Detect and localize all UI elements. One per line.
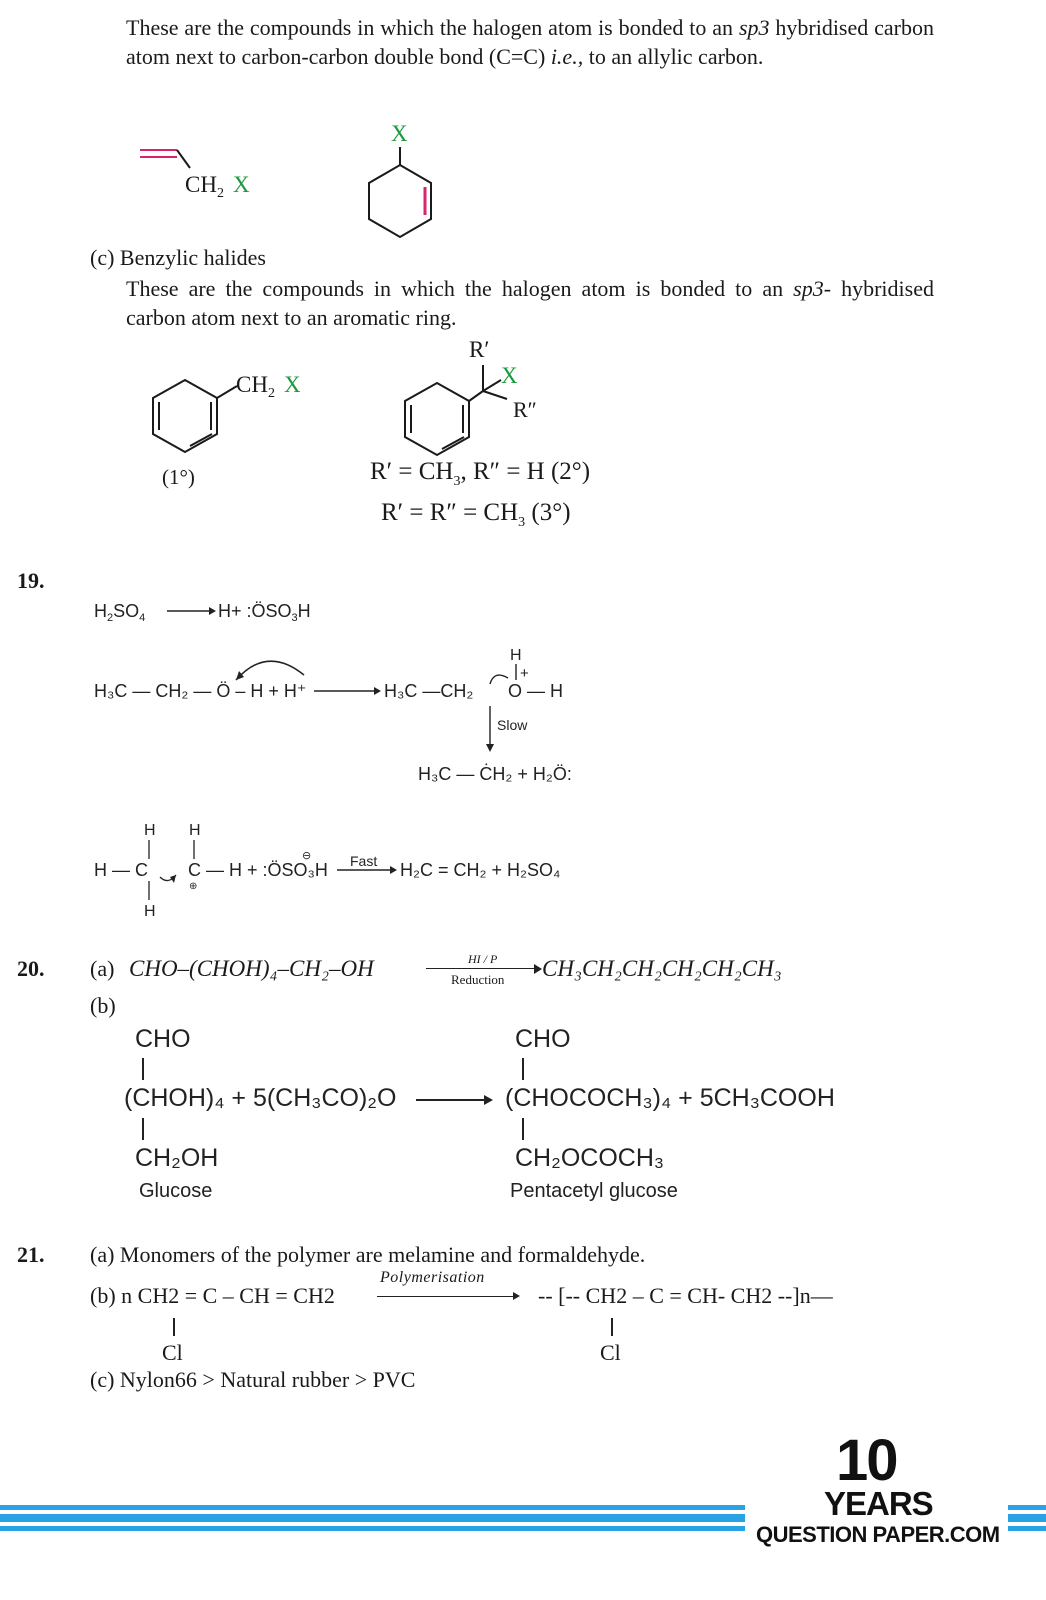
bisulfate-products: $H+ :ÖSO_3H$: [218, 601, 311, 624]
aromatic-bond-line: [190, 434, 212, 446]
h2so4-label: $H_2SO_4$: [94, 601, 146, 624]
glucose-reactants: (CHOH)₄ + 5(CH₃CO)₂O: [124, 1084, 397, 1112]
cyclohexene-ring: [369, 165, 431, 237]
logo-years: YEARS: [824, 1485, 933, 1522]
arrow-head: [513, 1292, 520, 1300]
benzene-ring: [405, 383, 469, 455]
ch2-label: $CH_2$: [236, 372, 275, 401]
ethene-products: H₂C = CH₂ + H₂SO₄: [400, 860, 561, 880]
q20-part-a-label: (a): [90, 956, 115, 981]
electron-arrow: [490, 675, 508, 684]
q20-acetylation-equation: [124, 1022, 884, 1212]
single-bond-line: [469, 391, 483, 401]
halogen-x-label: X: [501, 363, 518, 388]
reaction-arrow: [377, 1296, 515, 1297]
footer-stripe-right: [1008, 1505, 1046, 1510]
glucose-name: Glucose: [139, 1180, 213, 1202]
footer-stripe: [0, 1505, 745, 1510]
bond-line: [173, 1318, 175, 1336]
q19-elimination-equation: [92, 815, 592, 925]
glucose-open-chain: CHO–(CHOH)₄–CH₂–OH: [129, 956, 374, 981]
oxonium-oh: O — H: [508, 681, 564, 701]
electron-arrow: [236, 661, 304, 680]
q19-ionization-equation: [92, 595, 352, 627]
arrow-head: [534, 964, 542, 974]
ethyl-carbon: H — C: [94, 860, 148, 880]
ethanol-plus-proton: H₃C — CH₂ — Ö – H + H⁺: [94, 681, 307, 701]
cyclohexenyl-halide-structure: [355, 115, 455, 245]
arrow-head: [374, 687, 381, 695]
polymerisation-label: Polymerisation: [380, 1269, 485, 1286]
allyl-halide-structure: [135, 140, 275, 210]
allylic-description: These are the compounds in which the halogen atom is bonded to an sp3 hybridised carbon atom next to carbon-carbon double bond (C=C) i.e., to an allylic carbon.: [126, 15, 935, 69]
bond-line: [611, 1318, 613, 1336]
reduction-label: Reduction: [451, 972, 505, 987]
halogen-x-label: X: [233, 172, 250, 197]
footer-stripe-right: [1008, 1526, 1046, 1531]
cho-group: CHO: [135, 1025, 191, 1053]
benzylic-description: These are the compounds in which the halogen atom is bonded to an sp3- hybridised carbon atom next to an aromatic ring.: [126, 276, 934, 330]
pentaacetate-products: (CHOCOCH₃)₄ + 5CH₃COOH: [505, 1084, 835, 1112]
reaction-arrow: [426, 968, 536, 969]
logo-site: QUESTION PAPER.COM: [756, 1522, 1000, 1547]
fast-label: Fast: [350, 853, 378, 869]
hexane-product: CH₃CH₂CH₂CH₂CH₂CH₃: [542, 956, 782, 981]
question-20-number: 20.: [17, 956, 45, 981]
hydrogen-label: H: [144, 903, 156, 920]
chlorine-label: Cl: [162, 1340, 183, 1365]
bond-line: [142, 1058, 144, 1080]
proton-h-label: H: [510, 647, 522, 664]
substituted-benzyl-halide-structure: [395, 335, 575, 460]
oxonium-ion: H₃C —CH₂: [384, 681, 474, 701]
q21-part-b-reactant: (b) n CH2 = C – CH = CH2: [90, 1283, 335, 1308]
bond-line: [142, 1118, 144, 1140]
question-19-number: 19.: [17, 568, 45, 593]
single-bond-line: [217, 386, 237, 398]
benzene-ring: [153, 380, 217, 452]
q21-part-c: (c) Nylon66 > Natural rubber > PVC: [90, 1367, 416, 1392]
slow-label: Slow: [497, 717, 528, 733]
carbocation-with-base: C — H + :ÖSO₃H: [188, 860, 328, 880]
q21-part-b-polymer: -- [-- CH2 – C = CH- CH2 --]n—: [538, 1283, 833, 1308]
arrow-head: [486, 744, 494, 752]
r-double-prime-label: R″: [513, 397, 537, 422]
halogen-x-label: X: [391, 121, 408, 146]
ch2ococh3-group: CH₂OCOCH₃: [515, 1144, 665, 1172]
degree-label: (1°): [162, 465, 195, 489]
negative-charge: ⊖: [302, 850, 312, 862]
arrow-head: [390, 866, 397, 874]
footer-stripe: [0, 1526, 745, 1531]
pentacetyl-glucose-name: Pentacetyl glucose: [510, 1180, 678, 1202]
positive-charge: ⊕: [189, 881, 198, 892]
hydrogen-label: H: [144, 822, 156, 839]
chlorine-label: Cl: [600, 1340, 621, 1365]
q19-protonation-equation: [92, 640, 592, 800]
reagent-label: HI / P: [468, 952, 498, 966]
positive-charge: +: [520, 665, 529, 682]
r-prime-label: R′: [469, 337, 490, 362]
arrow-head: [209, 607, 216, 615]
question-21-number: 21.: [17, 1242, 45, 1267]
bond-line: [522, 1058, 524, 1080]
condition-tertiary: $R' = R'' = CH_3$ (3°): [381, 499, 571, 530]
arrow-head: [484, 1095, 493, 1105]
benzylic-heading: (c) Benzylic halides: [90, 245, 266, 270]
benzyl-halide-structure: [140, 360, 340, 495]
hydrogen-label: H: [189, 822, 201, 839]
single-bond-line: [177, 150, 190, 168]
cho-group: CHO: [515, 1025, 571, 1053]
footer-stripe-right: [1008, 1514, 1046, 1522]
halogen-x-label: X: [284, 372, 301, 397]
ch2-label: $CH_2$: [185, 172, 224, 201]
aromatic-bond-line: [442, 437, 464, 449]
q20-part-b-label: (b): [90, 993, 116, 1018]
single-bond-line: [483, 380, 501, 391]
logo-number: 10: [836, 1428, 897, 1493]
q21-part-a: (a) Monomers of the polymer are melamine and formaldehyde.: [90, 1242, 646, 1267]
reaction-arrow: [416, 1099, 486, 1101]
condition-secondary: $R' = CH_3$, R″ = H (2°): [370, 458, 591, 489]
q20-reduction-equation: [126, 948, 826, 992]
single-bond-line: [483, 391, 507, 399]
footer-stripe: [0, 1514, 745, 1522]
bond-line: [522, 1118, 524, 1140]
carbocation-products: H₃C — ĊH₂ + H₂Ö:: [418, 764, 572, 784]
ch2oh-group: CH₂OH: [135, 1144, 219, 1172]
